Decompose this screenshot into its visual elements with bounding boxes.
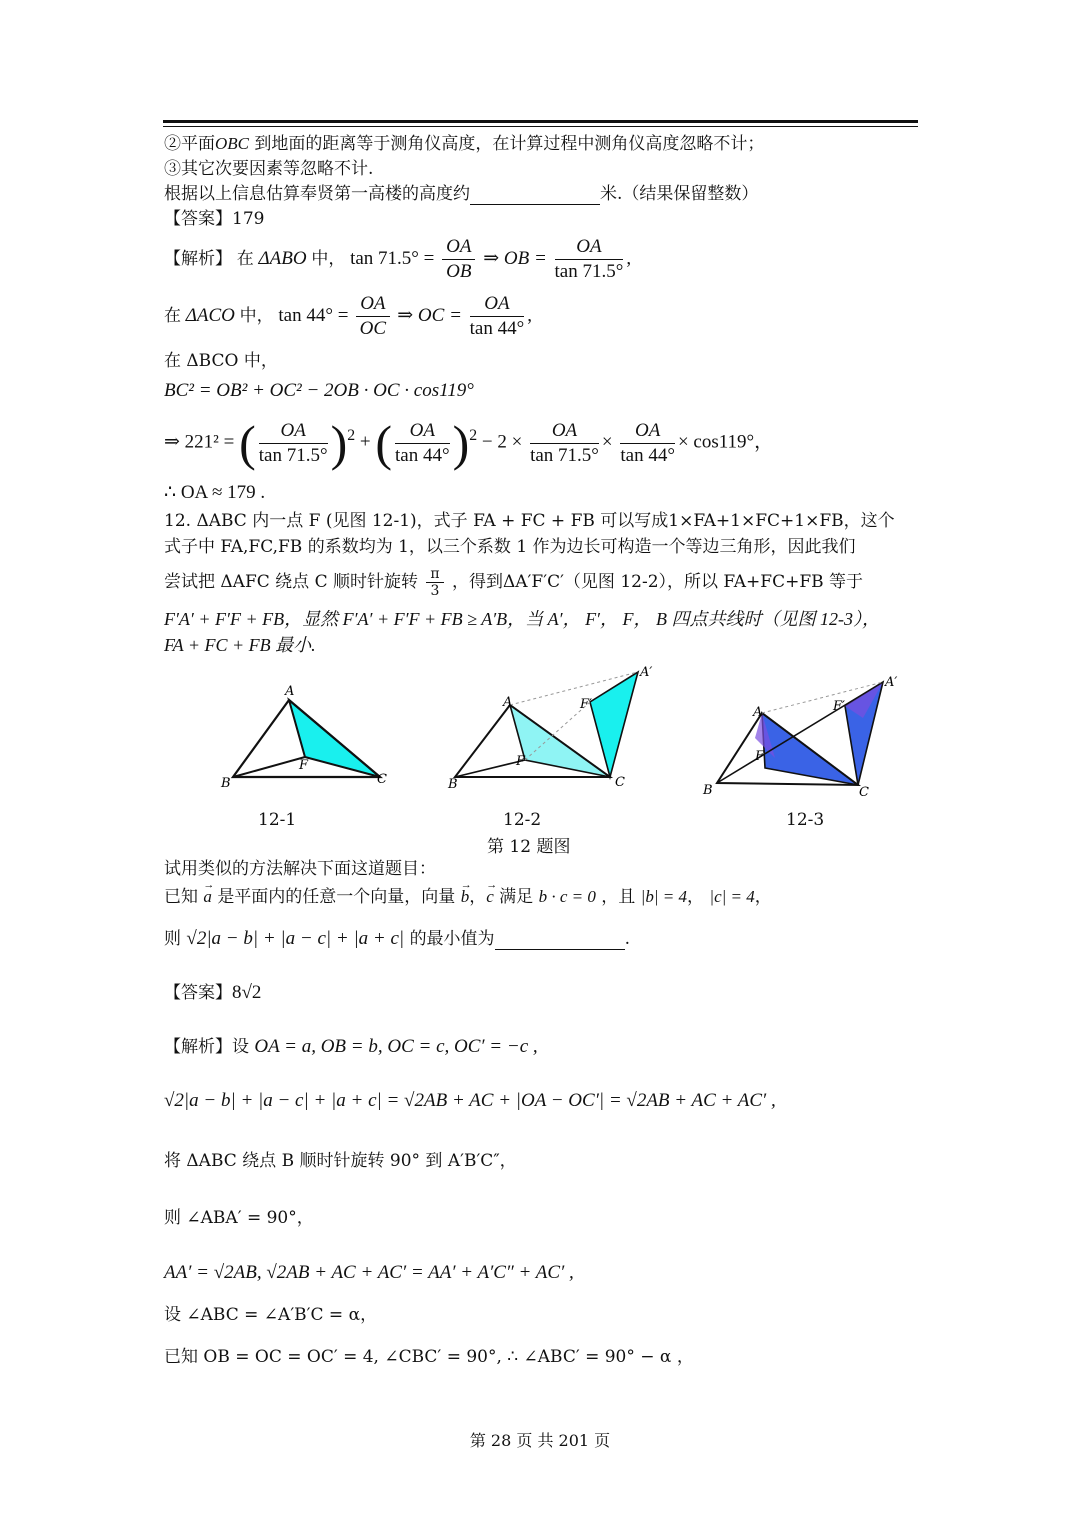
solution-line-2: 在 ΔACO 中， tan 44° = $\frac{OA}{OC}$ ⇒ OC = $\frac{OA}{\tan 44^\circ}$ , [164, 293, 532, 339]
answer-1: 【答案】179 [164, 209, 265, 229]
text-line-2: ③其它次要因素等忽略不计. [164, 159, 374, 179]
fig3-label-b: B [703, 783, 713, 798]
answer-2: 【答案】8√2 [164, 982, 262, 1003]
solution-line-3: 在 ΔBCO 中， [164, 351, 278, 371]
q12-line-4: F′A′ + F′F + FB，显然 F′A′ + F′F + FB ≥ A′B，当 A′， F′， F， B 四点共线时（见图 12-3）， [164, 609, 880, 629]
fig2-label-f-prime: F′ [580, 697, 592, 712]
fig3-label-a-prime: A′ [885, 675, 898, 690]
law-of-cosines: BC² = OB² + OC² − 2OB · OC · cos119° [164, 380, 474, 401]
text-line-3: 根据以上信息估算奉贤第一高楼的高度约 米.（结果保留整数） [164, 184, 759, 204]
header-rule-thin [163, 126, 918, 127]
fig2-triangle-afc-rotated [590, 672, 638, 777]
fig2-label-b: B [448, 777, 458, 792]
solution2-line-5: AA′ = √2AB, √2AB + AC + AC′ = AA′ + A′C″ + AC′ , [164, 1262, 574, 1283]
solution-line-1: 【解析】 在 ΔABO 中， tan 71.5° = $\frac{OA}{OB}$ ⇒ OB = $\frac{OA}{\tan 71.5^\circ}$ , [164, 236, 632, 282]
q12-line-1: 12. ΔABC 内一点 F (见图 12-1)，式子 FA + FC + FB 可以写成1×FA+1×FC+1×FB，这个 [164, 511, 895, 531]
known-line: 已知 → a 是平面内的任意一个向量，向量 → b，→ c 满足 b · c = 0 ，且 |b| = 4， |c| = 4， [164, 886, 772, 908]
result-oa: ∴ OA ≈ 179 . [164, 482, 266, 503]
fig3-label-a: A [753, 705, 763, 720]
fig1-label-a: A [285, 684, 295, 699]
fig1-label-b: B [221, 776, 231, 791]
equation-221: ⇒ 221² = ( $\frac{OA}{\tan 71.5^\circ}$ )$^2$ + ( $\frac{OA}{\tan 44^\circ}$ )$^2$ − 2 × $\frac{OA}{\tan 71.5^\circ}$ × $\frac{OA}{\tan 44^\circ}$ × cos119°， [164, 415, 774, 471]
fig3-label-f: F [755, 749, 765, 764]
caption-12-1: 12-1 [258, 810, 297, 830]
solution2-line-2: √2|a − b| + |a − c| + |a + c| = √2AB + AC + |OA − OC′| = √2AB + AC + AC′ , [164, 1090, 776, 1111]
solution2-line-1: 【解析】设 OA = a, OB = b, OC = c, OC′ = −c , [164, 1036, 538, 1057]
q12-line-2: 式子中 FA,FC,FB 的系数均为 1，以三个系数 1 作为边长可构造一个等边三角形，因此我们 [164, 537, 856, 557]
figure-12-3 [695, 668, 915, 803]
solution2-line-3: 将 ΔABC 绕点 B 顺时针旋转 90° 到 A′B′C″， [164, 1151, 517, 1171]
q12-line-3: 尝试把 ΔAFC 绕点 C 顺时针旋转 $\frac{\pi}{3}$ ，得到ΔA′F′C′（见图 12-2），所以 FA+FC+FB 等于 [164, 566, 864, 599]
try-line: 试用类似的方法解决下面这道题目： [164, 859, 436, 879]
fig1-segment-bf [233, 757, 305, 777]
solution2-line-6: 设 ∠ABC = ∠A′B′C = α， [164, 1305, 378, 1325]
text-line-1: ②平面OBC 到地面的距离等于测角仪高度，在计算过程中测角仪高度忽略不计； [164, 134, 765, 154]
solution2-line-4: 则 ∠ABA′ = 90°， [164, 1208, 314, 1228]
fig2-label-c: C [615, 775, 625, 790]
fig2-label-f: F [516, 754, 526, 769]
fig2-label-a: A [503, 695, 513, 710]
fig1-label-c: C [377, 772, 387, 787]
page-footer: 第 28 页 共 201 页 [469, 1431, 611, 1450]
fig2-label-a-prime: A′ [640, 665, 653, 680]
fig3-label-c: C [859, 785, 869, 800]
fig1-label-f: F [299, 758, 309, 773]
fig3-label-f-prime: F′ [833, 699, 845, 714]
then-line: 则 √2|a − b| + |a − c| + |a + c| 的最小值为 . [164, 928, 630, 949]
figure-12-1 [215, 675, 405, 800]
caption-12-2: 12-2 [503, 810, 542, 830]
solution2-line-7: 已知 OB = OC = OC′ = 4, ∠CBC′ = 90°, ∴ ∠ABC′ = 90° − α ， [164, 1347, 694, 1367]
figure-12-2 [440, 660, 670, 800]
header-rule-thick [163, 120, 918, 123]
caption-12-3: 12-3 [786, 810, 825, 830]
q12-line-5: FA + FC + FB 最小. [164, 635, 316, 655]
answer-blank-2 [495, 933, 625, 950]
figure-title: 第 12 题图 [487, 837, 571, 857]
answer-blank [470, 188, 600, 205]
